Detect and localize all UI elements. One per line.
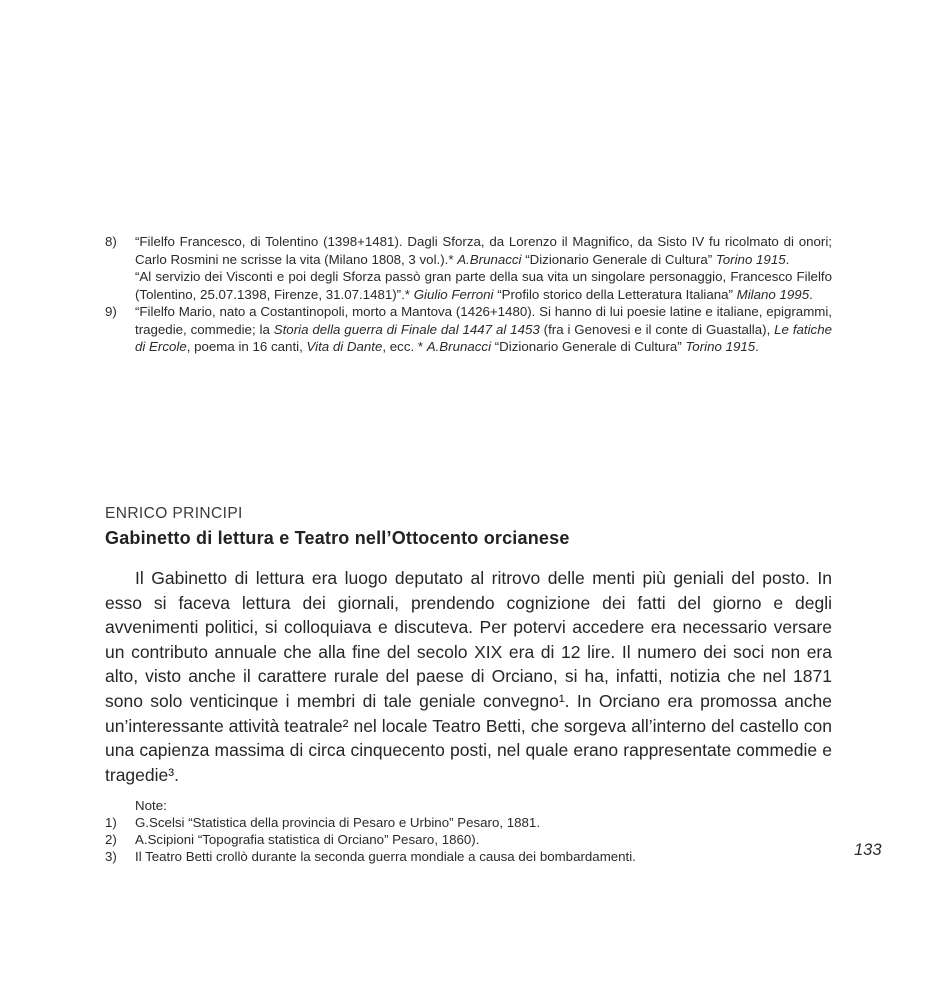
footnote-number: 8) <box>105 234 117 249</box>
footnote-number: 9) <box>105 304 117 319</box>
note-item <box>105 831 832 848</box>
footnote <box>105 303 832 356</box>
page-number: 133 <box>854 841 882 859</box>
footnotes-top <box>105 233 832 356</box>
footnote-text: “Filelfo Francesco, di Tolentino (1398+1481). Dagli Sforza, da Lorenzo il Magnifico, da Sisto IV fu ricolmato di onori; Carlo Rosmini ne scrisse la vita (Milano 1808, 3 vol.).* A.Brunacci “Dizionario Generale di Cultura” Torino 1915. <box>135 234 832 267</box>
article-body: Il Gabinetto di lettura era luogo deputato al ritrovo delle menti più geniali del posto. In esso si faceva lettura dei giornali, prendendo cognizione dei fatti del giorno e degli avvenimenti politici, si colloquiava e discuteva. Per potervi accedere era necessario versare un contributo annuale che alla fine del secolo XIX era di 12 lire. Il numero dei soci non era alto, visto anche il carattere rurale del paese di Orciano, si ha, infatti, notizia che nel 1871 sono solo venticinque i membri di tale geniale convegno¹. In Orciano era promossa anche un’interessante attività teatrale² nel locale Teatro Betti, che sorgeva all’interno del castello con una capienza massima di circa cinquecento posti, nel quale erano rappresentate commedie e tragedie³. <box>105 568 832 785</box>
article-title: Gabinetto di lettura e Teatro nell’Ottocento orcianese <box>105 528 570 548</box>
note-item <box>105 848 832 865</box>
notes-label: Note: <box>135 798 167 813</box>
footnote <box>105 233 832 268</box>
note-text: Il Teatro Betti crollò durante la seconda guerra mondiale a causa dei bombardamenti. <box>135 849 636 864</box>
note-text: A.Scipioni “Topografia statistica di Orciano” Pesaro, 1860). <box>135 832 480 847</box>
footnote-text: “Filelfo Mario, nato a Costantinopoli, morto a Mantova (1426+1480). Si hanno di lui poesie latine e italiane, epigrammi, tragedie, commedie; la Storia della guerra di Finale dal 1447 al 1453 (fra i Genovesi e il conte di Guastalla), Le fatiche di Ercole, poema in 16 canti, Vita di Dante, ecc. * A.Brunacci “Dizionario Generale di Cultura” Torino 1915. <box>135 304 832 354</box>
note-number: 1) <box>105 815 117 830</box>
footnote-text: “Al servizio dei Visconti e poi degli Sforza passò gran parte della sua vita un singolare personaggio, Francesco Filelfo (Tolentino, 25.07.1398, Firenze, 31.07.1481)”.* Giulio Ferroni “Profilo storico della Letteratura Italiana” Milano 1995. <box>135 269 832 302</box>
footnote-continuation <box>105 268 832 303</box>
note-text: G.Scelsi “Statistica della provincia di Pesaro e Urbino” Pesaro, 1881. <box>135 815 541 830</box>
notes-section <box>105 797 832 865</box>
article-header <box>105 504 832 549</box>
article-author: ENRICO PRINCIPI <box>105 505 243 522</box>
note-item <box>105 814 832 831</box>
note-number: 2) <box>105 832 117 847</box>
note-number: 3) <box>105 849 117 864</box>
